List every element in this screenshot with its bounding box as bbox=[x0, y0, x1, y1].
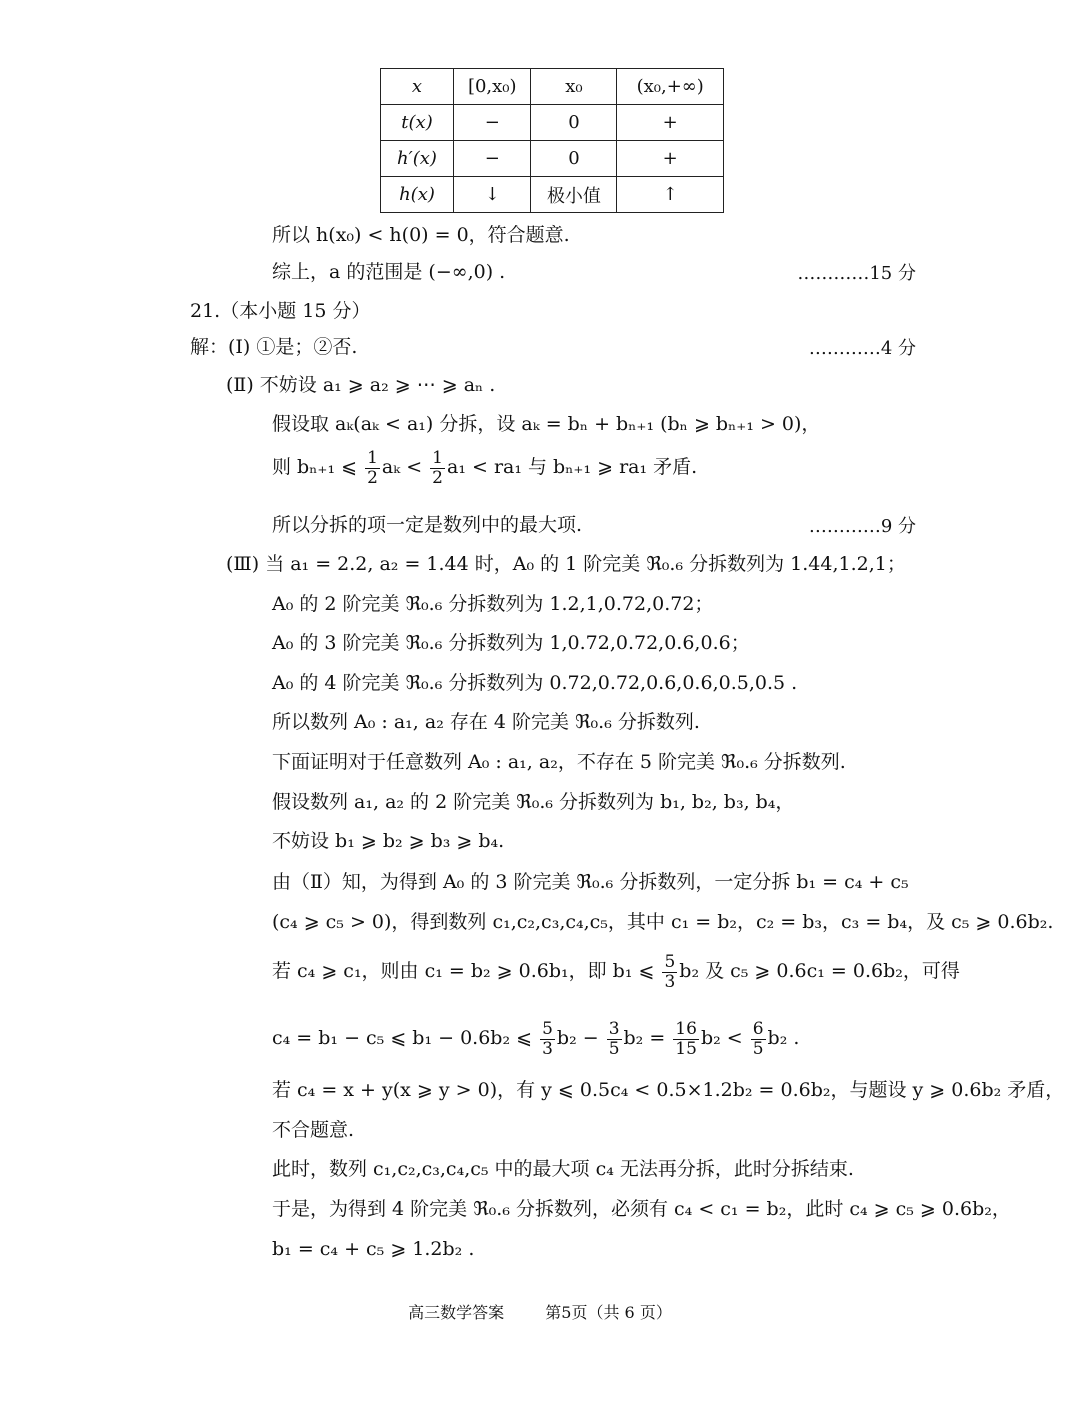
fraction-denominator: 5 bbox=[608, 1038, 620, 1059]
table-row bbox=[381, 105, 724, 141]
fraction bbox=[751, 1020, 766, 1059]
fraction bbox=[673, 1020, 699, 1059]
text-line: 不合题意. bbox=[272, 1119, 355, 1141]
text-line: A₀ 的 4 阶完美 ℜ₀.₆ 分拆数列为 0.72,0.72,0.6,0.6,0.5,0.5 . bbox=[272, 672, 798, 694]
text-line: b₁ = c₄ + c₅ ⩾ 1.2b₂ . bbox=[272, 1238, 475, 1260]
text-segment: b₂ = bbox=[623, 1027, 672, 1049]
fraction-denominator: 15 bbox=[675, 1038, 697, 1059]
text-line: 所以数列 A₀ : a₁, a₂ 存在 4 阶完美 ℜ₀.₆ 分拆数列. bbox=[272, 711, 700, 733]
text-line: A₀ 的 2 阶完美 ℜ₀.₆ 分拆数列为 1.2,1,0.72,0.72； bbox=[272, 593, 714, 615]
table-cell: 0 bbox=[531, 105, 617, 141]
text-segment: 若 c₄ ⩾ c₁，则由 c₁ = b₂ ⩾ 0.6b₁，即 b₁ ⩽ bbox=[272, 960, 661, 982]
text-segment: aₖ < bbox=[381, 456, 429, 478]
footer-title: 高三数学答案 bbox=[408, 1303, 505, 1322]
variation-table bbox=[380, 68, 724, 213]
fraction-numerator: 5 bbox=[664, 951, 676, 972]
table-row bbox=[381, 177, 724, 213]
table-cell: (x₀,+∞) bbox=[617, 69, 724, 105]
text-segment: 则 bₙ₊₁ ⩽ bbox=[272, 456, 364, 478]
text-segment: a₁ < ra₁ 与 bₙ₊₁ ⩾ ra₁ 矛盾. bbox=[447, 456, 698, 478]
text-line: 假设数列 a₁, a₂ 的 2 阶完美 ℜ₀.₆ 分拆数列为 b₁, b₂, b₃, b₄， bbox=[272, 791, 795, 813]
fraction bbox=[607, 1020, 622, 1059]
table-cell: + bbox=[617, 105, 724, 141]
text-line: 由（Ⅱ）知，为得到 A₀ 的 3 阶完美 ℜ₀.₆ 分拆数列，一定分拆 b₁ = c₄ + c₅ bbox=[272, 871, 909, 893]
text-line: 所以分拆的项一定是数列中的最大项. bbox=[272, 514, 583, 536]
table-cell: 极小值 bbox=[531, 177, 617, 213]
text-line: (Ⅲ) 当 a₁ = 2.2, a₂ = 1.44 时，A₀ 的 1 阶完美 ℜ₀.₆ 分拆数列为 1.44,1.2,1； bbox=[226, 553, 906, 575]
text-segment: b₂ 及 c₅ ⩾ 0.6c₁ = 0.6b₂，可得 bbox=[679, 960, 960, 982]
text-segment: b₂ − bbox=[556, 1027, 605, 1049]
text-line: 解：(Ⅰ) ①是；②否. bbox=[190, 336, 358, 358]
text-line: 不妨设 b₁ ⩾ b₂ ⩾ b₃ ⩾ b₄. bbox=[272, 830, 505, 852]
fraction bbox=[430, 449, 445, 488]
score-marker: …………4 分 bbox=[808, 338, 916, 359]
text-segment: c₄ = b₁ − c₅ ⩽ b₁ − 0.6b₂ ⩽ bbox=[272, 1027, 539, 1049]
table-cell: [0,x₀) bbox=[454, 69, 531, 105]
fraction-denominator: 2 bbox=[432, 467, 443, 488]
table-cell: ↑ bbox=[617, 177, 724, 213]
text-segment: b₂ . bbox=[767, 1027, 800, 1049]
fraction-denominator: 3 bbox=[542, 1038, 553, 1059]
text-line: A₀ 的 3 阶完美 ℜ₀.₆ 分拆数列为 1,0.72,0.72,0.6,0.6； bbox=[272, 632, 750, 654]
table-cell: − bbox=[454, 141, 531, 177]
table-row bbox=[381, 141, 724, 177]
fraction-denominator: 2 bbox=[367, 467, 378, 488]
fraction-denominator: 3 bbox=[664, 971, 676, 992]
text-line: 若 c₄ = x + y(x ⩾ y > 0)，有 y ⩽ 0.5c₄ < 0.5×1.2b₂ = 0.6b₂，与题设 y ⩾ 0.6b₂ 矛盾， bbox=[272, 1079, 1065, 1101]
table-cell: 0 bbox=[531, 141, 617, 177]
fraction-numerator: 16 bbox=[675, 1018, 697, 1039]
fraction-numerator: 3 bbox=[608, 1018, 620, 1039]
text-line bbox=[272, 1018, 799, 1059]
text-line bbox=[272, 951, 960, 992]
text-line: 综上，a 的范围是 (−∞,0) . bbox=[272, 261, 506, 283]
text-line bbox=[272, 447, 697, 488]
score-marker: …………15 分 bbox=[797, 263, 916, 284]
table-cell: h(x) bbox=[381, 177, 454, 213]
page-footer bbox=[0, 1300, 1080, 1323]
page-number: 第5页（共 6 页） bbox=[545, 1303, 672, 1322]
text-line: (c₄ ⩾ c₅ > 0)，得到数列 c₁,c₂,c₃,c₄,c₅，其中 c₁ = b₂，c₂ = b₃，c₃ = b₄，及 c₅ ⩾ 0.6b₂. bbox=[272, 911, 1054, 933]
fraction-numerator: 5 bbox=[542, 1018, 553, 1039]
fraction-numerator: 1 bbox=[367, 447, 378, 468]
text-line: 下面证明对于任意数列 A₀ : a₁, a₂，不存在 5 阶完美 ℜ₀.₆ 分拆数列. bbox=[272, 751, 846, 773]
table-cell: ↓ bbox=[454, 177, 531, 213]
text-line: 于是，为得到 4 阶完美 ℜ₀.₆ 分拆数列，必须有 c₄ < c₁ = b₂，此时 c₄ ⩾ c₅ ⩾ 0.6b₂， bbox=[272, 1198, 1011, 1220]
score-marker: …………9 分 bbox=[808, 516, 916, 537]
table-cell: − bbox=[454, 105, 531, 141]
question-heading: 21.（本小题 15 分） bbox=[190, 300, 371, 322]
text-line: 此时，数列 c₁,c₂,c₃,c₄,c₅ 中的最大项 c₄ 无法再分拆，此时分拆结束. bbox=[272, 1158, 854, 1180]
table-cell: x₀ bbox=[531, 69, 617, 105]
text-segment: b₂ < bbox=[700, 1027, 749, 1049]
text-line: 所以 h(x₀) < h(0) = 0，符合题意. bbox=[272, 224, 570, 246]
table-cell: t(x) bbox=[381, 105, 454, 141]
table-cell: h′(x) bbox=[381, 141, 454, 177]
fraction bbox=[540, 1020, 555, 1059]
text-line: (Ⅱ) 不妨设 a₁ ⩾ a₂ ⩾ ⋯ ⩾ aₙ . bbox=[226, 374, 496, 396]
fraction-denominator: 5 bbox=[752, 1038, 764, 1059]
text-line: 假设取 aₖ(aₖ < a₁) 分拆，设 aₖ = bₙ + bₙ₊₁ (bₙ ⩾ bₙ₊₁ > 0)， bbox=[272, 413, 821, 435]
table-cell: x bbox=[381, 69, 454, 105]
fraction bbox=[365, 449, 380, 488]
table-header-row bbox=[381, 69, 724, 105]
table-cell: + bbox=[617, 141, 724, 177]
fraction-numerator: 6 bbox=[752, 1018, 764, 1039]
fraction bbox=[662, 953, 677, 992]
fraction-numerator: 1 bbox=[432, 447, 443, 468]
